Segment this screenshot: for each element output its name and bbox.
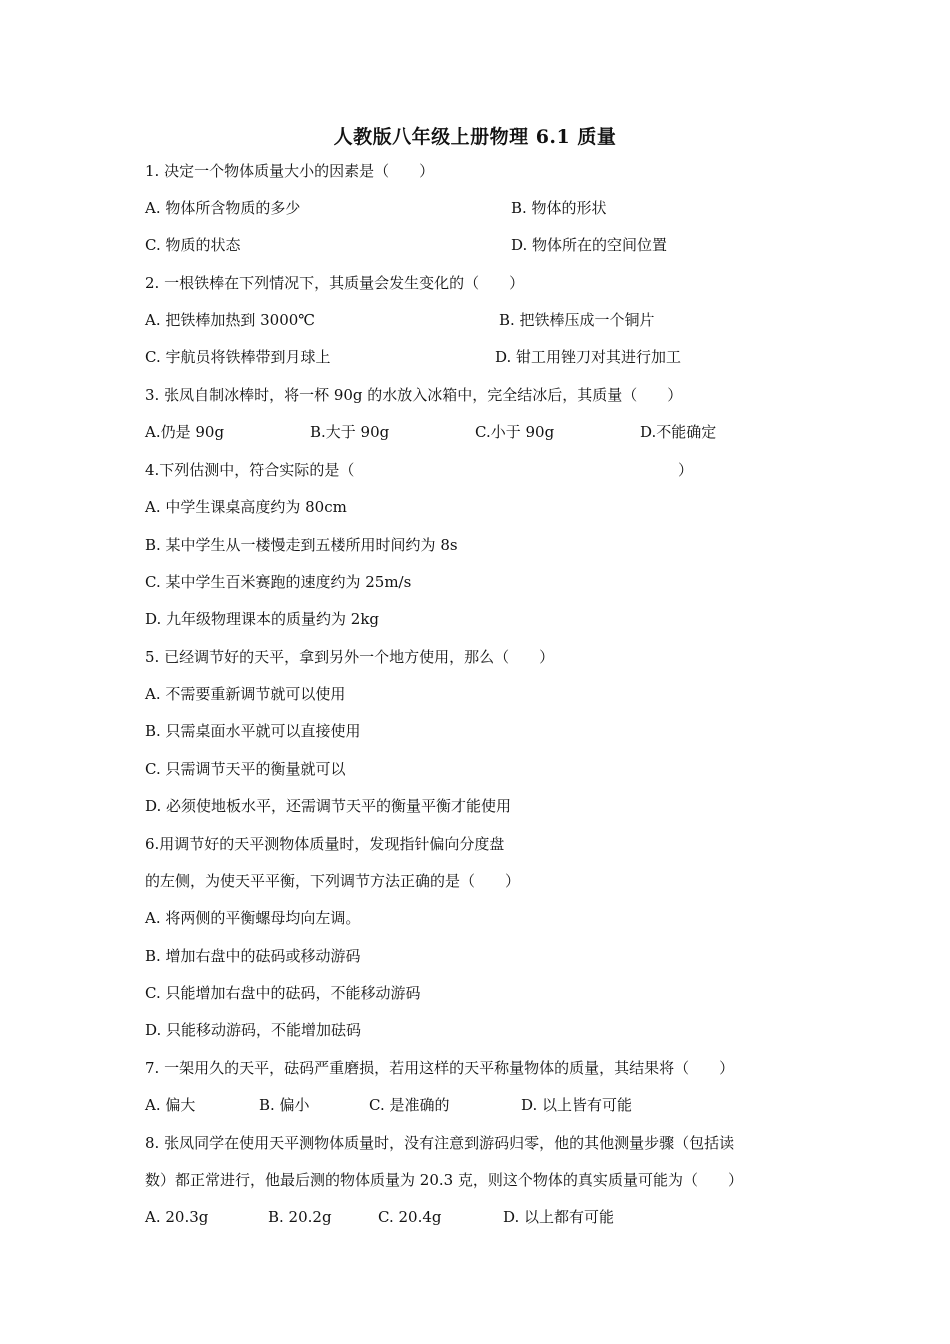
question-3-stem: 3. 张凤自制冰棒时，将一杯 90g 的水放入冰箱中，完全结冰后，其质量（ ）	[145, 386, 683, 404]
question-8-option-d: D. 以上都有可能	[503, 1208, 615, 1226]
question-8-stem-line-1: 8. 张凤同学在使用天平测物体质量时，没有注意到游码归零，他的其他测量步骤（包括读	[145, 1134, 735, 1152]
question-7-option-d: D. 以上皆有可能	[521, 1096, 633, 1114]
question-6-stem-line-1: 6.用调节好的天平测物体质量时，发现指针偏向分度盘	[145, 835, 505, 853]
question-4-option-d: D. 九年级物理课本的质量约为 2kg	[145, 610, 380, 628]
question-1-option-c: C. 物质的状态	[145, 236, 241, 254]
question-3-option-c: C.小于 90g	[475, 423, 555, 441]
question-7-stem: 7. 一架用久的天平，砝码严重磨损，若用这样的天平称量物体的质量，其结果将（ ）	[145, 1059, 735, 1077]
question-7-option-c: C. 是准确的	[369, 1096, 450, 1114]
question-4-option-c: C. 某中学生百米赛跑的速度约为 25m/s	[145, 573, 412, 591]
question-5-option-c: C. 只需调节天平的衡量就可以	[145, 760, 346, 778]
question-8-stem-line-2: 数）都正常进行，他最后测的物体质量为 20.3 克，则这个物体的真实质量可能为（ ）	[145, 1171, 743, 1189]
document-title: 人教版八年级上册物理 6.1 质量	[333, 126, 617, 148]
question-2-option-c: C. 宇航员将铁棒带到月球上	[145, 348, 331, 366]
question-2-stem: 2. 一根铁棒在下列情况下，其质量会发生变化的（ ）	[145, 274, 525, 292]
question-8-option-a: A. 20.3g	[145, 1208, 209, 1226]
question-5-option-b: B. 只需桌面水平就可以直接使用	[145, 722, 361, 740]
question-6-option-a: A. 将两侧的平衡螺母均向左调。	[145, 909, 361, 927]
question-6-option-b: B. 增加右盘中的砝码或移动游码	[145, 947, 361, 965]
question-3-option-d: D.不能确定	[640, 423, 717, 441]
question-4-option-b: B. 某中学生从一楼慢走到五楼所用时间约为 8s	[145, 536, 458, 554]
question-3-option-a: A.仍是 90g	[145, 423, 225, 441]
question-5-option-a: A. 不需要重新调节就可以使用	[145, 685, 346, 703]
question-8-option-c: C. 20.4g	[378, 1208, 442, 1226]
question-7-option-b: B. 偏小	[259, 1096, 310, 1114]
question-1-option-b: B. 物体的形状	[511, 199, 607, 217]
question-1-option-a: A. 物体所含物质的多少	[145, 199, 301, 217]
question-2-option-d: D. 钳工用锉刀对其进行加工	[495, 348, 682, 366]
question-6-stem-line-2: 的左侧，为使天平平衡，下列调节方法正确的是（ ）	[145, 872, 521, 890]
question-7-option-a: A. 偏大	[145, 1096, 196, 1114]
question-4-stem: 4.下列估测中，符合实际的是（	[145, 461, 355, 479]
question-1-stem: 1. 决定一个物体质量大小的因素是（ ）	[145, 162, 435, 180]
question-2-option-a: A. 把铁棒加热到 3000℃	[145, 311, 316, 329]
question-5-stem: 5. 已经调节好的天平，拿到另外一个地方使用，那么（ ）	[145, 648, 555, 666]
question-6-option-d: D. 只能移动游码，不能增加砝码	[145, 1021, 362, 1039]
question-3-option-b: B.大于 90g	[310, 423, 390, 441]
question-4-option-a: A. 中学生课桌高度约为 80cm	[145, 498, 347, 516]
question-1-option-d: D. 物体所在的空间位置	[511, 236, 668, 254]
question-6-option-c: C. 只能增加右盘中的砝码，不能移动游码	[145, 984, 421, 1002]
question-4-stem-close: ）	[678, 461, 694, 479]
question-5-option-d: D. 必须使地板水平，还需调节天平的衡量平衡才能使用	[145, 797, 512, 815]
question-8-option-b: B. 20.2g	[268, 1208, 332, 1226]
question-2-option-b: B. 把铁棒压成一个铜片	[499, 311, 655, 329]
